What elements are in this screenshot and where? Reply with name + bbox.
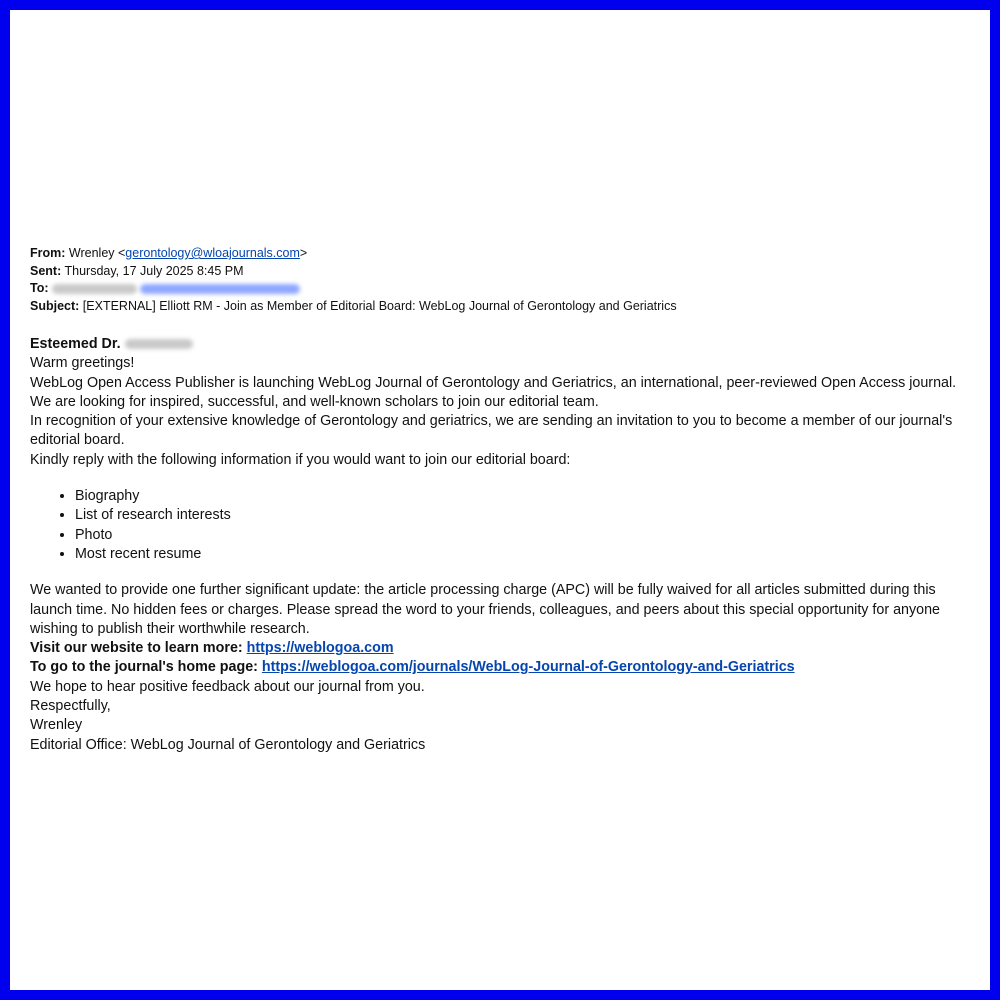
- body-line-recognition: In recognition of your extensive knowledge of Gerontology and geriatrics, we are sending an invitation to you to become a member of our journal's editorial board.: [30, 413, 953, 449]
- body-line-launch: WebLog Open Access Publisher is launching WebLog Journal of Gerontology and Geriatrics, an international, peer-reviewed Open Access journal.: [30, 374, 957, 391]
- homepage-label: To go to the journal's home page:: [30, 659, 262, 676]
- list-item: • List of research interests: [75, 506, 980, 525]
- sent-label: Sent:: [30, 263, 62, 278]
- from-close: >: [299, 246, 308, 260]
- salutation-text: Esteemed Dr.: [30, 336, 121, 352]
- subject-row: [30, 298, 980, 316]
- sent-row: [30, 263, 980, 281]
- redacted-recipient-email: [140, 284, 300, 294]
- from-name: Wrenley <: [68, 246, 126, 260]
- redacted-salutation-name: [125, 339, 193, 349]
- website-label: Visit our website to learn more:: [30, 640, 247, 657]
- list-item: • Biography: [75, 487, 980, 506]
- email-body: [30, 335, 980, 755]
- from-email-link[interactable]: gerontology@wloajournals.com: [125, 246, 300, 260]
- website-line: [30, 639, 980, 658]
- to-row: [30, 280, 980, 298]
- email-header: [30, 245, 980, 315]
- body-line-looking: We are looking for inspired, successful, and well-known scholars to join our editorial team.: [30, 393, 599, 410]
- email-frame: [10, 10, 990, 990]
- body-line-reply: Kindly reply with the following information if you would want to join our editorial board:: [30, 451, 571, 468]
- from-label: From:: [30, 246, 66, 260]
- closing-office: Editorial Office: WebLog Journal of Gerontology and Geriatrics: [30, 736, 426, 753]
- redacted-recipient-name: [52, 284, 137, 294]
- body-line-greeting: Warm greetings!: [30, 355, 135, 372]
- homepage-line: [30, 658, 980, 677]
- sent-value: Thursday, 17 July 2025 8:45 PM: [64, 263, 244, 278]
- subject-label: Subject:: [30, 298, 80, 313]
- salutation: [30, 335, 980, 354]
- info-list: [30, 487, 980, 564]
- list-item: • Most recent resume: [75, 545, 980, 564]
- closing-respectfully: Respectfully,: [30, 698, 111, 715]
- update-paragraph: We wanted to provide one further significant update: the article processing charge (APC) will be fully waived for all articles submitted during this launch time. No hidden fees or charges. Please spread the word to your friends, colleagues, and peers about this special opportunity for anyone wishing to publish their worthwhile research.: [30, 582, 940, 637]
- closing-signature: Wrenley: [30, 717, 83, 734]
- to-label: To:: [30, 281, 49, 295]
- subject-value: [EXTERNAL] Elliott RM - Join as Member of Editorial Board: WebLog Journal of Gerontology and Geriatrics: [82, 298, 677, 313]
- from-row: [30, 245, 980, 263]
- homepage-link[interactable]: https://weblogoa.com/journals/WebLog-Journal-of-Gerontology-and-Geriatrics: [261, 659, 795, 676]
- website-link[interactable]: https://weblogoa.com: [246, 640, 394, 657]
- closing-hope: We hope to hear positive feedback about our journal from you.: [30, 678, 425, 695]
- list-item: • Photo: [75, 526, 980, 545]
